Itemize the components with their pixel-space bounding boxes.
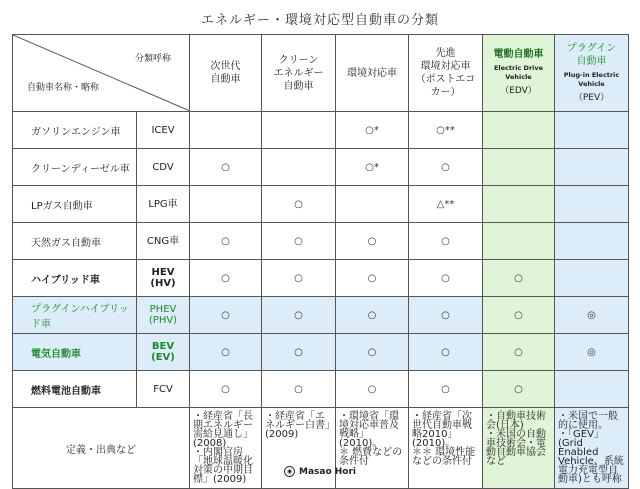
author-logo-icon: ◉ xyxy=(284,466,295,477)
vehicle-name-label: 自動車名称・略称 xyxy=(27,83,100,93)
mark-cell: △** xyxy=(409,186,483,223)
mark-cell xyxy=(262,149,336,186)
mark-cell-edv xyxy=(483,223,555,260)
column-header-advanced-eco: 先進 環境対応車 （ポストエコ カー） xyxy=(409,35,483,112)
vehicle-code: HEV (HV) xyxy=(137,260,190,297)
mark-cell-edv: ○ xyxy=(483,334,555,371)
table-row xyxy=(13,371,629,408)
vehicle-code: BEV (EV) xyxy=(137,334,190,371)
mark-cell-pev xyxy=(555,186,629,223)
mark-cell: ○ xyxy=(336,371,409,408)
header-row xyxy=(13,35,629,112)
mark-cell: ○ xyxy=(262,223,336,260)
mark-cell: ○ xyxy=(190,297,262,334)
mark-cell: ○ xyxy=(190,334,262,371)
mark-cell: ○ xyxy=(409,260,483,297)
mark-cell-edv xyxy=(483,149,555,186)
table-row xyxy=(13,149,629,186)
mark-cell: ○ xyxy=(336,334,409,371)
mark-cell-edv: ○ xyxy=(483,371,555,408)
mark-cell: ○ xyxy=(409,149,483,186)
vehicle-name: 天然ガス自動車 xyxy=(13,223,137,260)
mark-cell: ○ xyxy=(409,334,483,371)
vehicle-name: プラグインハイブリッド車 xyxy=(13,297,137,334)
mark-cell: ○* xyxy=(336,112,409,149)
definition-note: ・経産省「次世代自動車戦略2010」(2010)。 ＊＊ 環境性能などの条件付 xyxy=(409,408,483,489)
column-header-next-gen: 次世代 自動車 xyxy=(190,35,262,112)
classification-table xyxy=(12,34,629,489)
mark-cell: ○ xyxy=(409,297,483,334)
vehicle-name: ハイブリッド車 xyxy=(13,260,137,297)
definition-note: ・環境省「環境対応車普及戦略」(2010)。 ＊ 燃費などの条件付 xyxy=(336,408,409,489)
mark-cell-pev xyxy=(555,371,629,408)
mark-cell xyxy=(336,186,409,223)
vehicle-name: 電気自動車 xyxy=(13,334,137,371)
mark-cell-pev xyxy=(555,260,629,297)
vehicle-name: 燃料電池自動車 xyxy=(13,371,137,408)
definition-note: ・経産省「長期エネルギー需給見通し」(2008) ・内閣官房「地球温暖化対策の中期目標」(2009) xyxy=(190,408,262,489)
mark-cell-edv: ○ xyxy=(483,297,555,334)
mark-cell-pev: ◎ xyxy=(555,297,629,334)
mark-cell: ○ xyxy=(336,297,409,334)
mark-cell: ○ xyxy=(336,223,409,260)
mark-cell xyxy=(262,112,336,149)
mark-cell-edv: ○ xyxy=(483,260,555,297)
vehicle-code: CDV xyxy=(137,149,190,186)
mark-cell: ○ xyxy=(190,149,262,186)
vehicle-name: ガソリンエンジン車 xyxy=(13,112,137,149)
mark-cell: ○ xyxy=(190,223,262,260)
definition-note: ・自動車技術会(日本) ・米国の自動車技術会・電動自動車協会など xyxy=(483,408,555,489)
vehicle-code: ICEV xyxy=(137,112,190,149)
column-header-pev: プラグイン 自動車 Plug-in Electric Vehicle （PEV） xyxy=(555,35,629,112)
mark-cell: ○ xyxy=(409,371,483,408)
mark-cell-pev xyxy=(555,223,629,260)
table-row xyxy=(13,260,629,297)
vehicle-code: PHEV (PHV) xyxy=(137,297,190,334)
author-name: Masao Hori xyxy=(298,467,356,477)
vehicle-code: FCV xyxy=(137,371,190,408)
table-row xyxy=(13,223,629,260)
table-row xyxy=(13,297,629,334)
mark-cell xyxy=(190,186,262,223)
vehicle-code: CNG車 xyxy=(137,223,190,260)
mark-cell: ○ xyxy=(262,371,336,408)
classification-label: 分類呼称 xyxy=(134,54,171,64)
mark-cell: ○ xyxy=(336,260,409,297)
definitions-label: 定義・出典など xyxy=(13,408,190,489)
page-title: エネルギー・環境対応型自動車の分類 xyxy=(200,13,439,28)
column-header-clean-energy: クリーン エネルギー 自動車 xyxy=(262,35,336,112)
mark-cell-pev: ◎ xyxy=(555,334,629,371)
definition-note: ・経産省「エネルギー白書」(2009) xyxy=(262,408,336,489)
mark-cell-edv xyxy=(483,112,555,149)
footer xyxy=(0,466,640,477)
mark-cell: ○ xyxy=(262,297,336,334)
vehicle-code: LPG車 xyxy=(137,186,190,223)
table-row xyxy=(13,186,629,223)
mark-cell xyxy=(190,112,262,149)
mark-cell-edv xyxy=(483,186,555,223)
column-header-eco-vehicle: 環境対応車 xyxy=(336,35,409,112)
mark-cell: ○ xyxy=(262,260,336,297)
mark-cell-pev xyxy=(555,149,629,186)
mark-cell: ○* xyxy=(336,149,409,186)
vehicle-name: クリーンディーゼル車 xyxy=(13,149,137,186)
diagonal-divider xyxy=(13,35,190,111)
column-header-edv: 電動自動車 Electric Drive Vehicle （EDV） xyxy=(483,35,555,112)
mark-cell: ○ xyxy=(409,223,483,260)
table-row xyxy=(13,112,629,149)
mark-cell: ○ xyxy=(262,186,336,223)
mark-cell: ○ xyxy=(190,260,262,297)
mark-cell: ○ xyxy=(190,371,262,408)
table-row xyxy=(13,334,629,371)
vehicle-name: LPガス自動車 xyxy=(13,186,137,223)
mark-cell: ○** xyxy=(409,112,483,149)
header-corner-cell xyxy=(13,35,190,112)
mark-cell-pev xyxy=(555,112,629,149)
definition-note: ・米国で一般的に使用。 ・「GEV」(Grid Enabled Vehicle、系統電力充電型自動車)とも呼称 xyxy=(555,408,629,489)
mark-cell: ○ xyxy=(262,334,336,371)
